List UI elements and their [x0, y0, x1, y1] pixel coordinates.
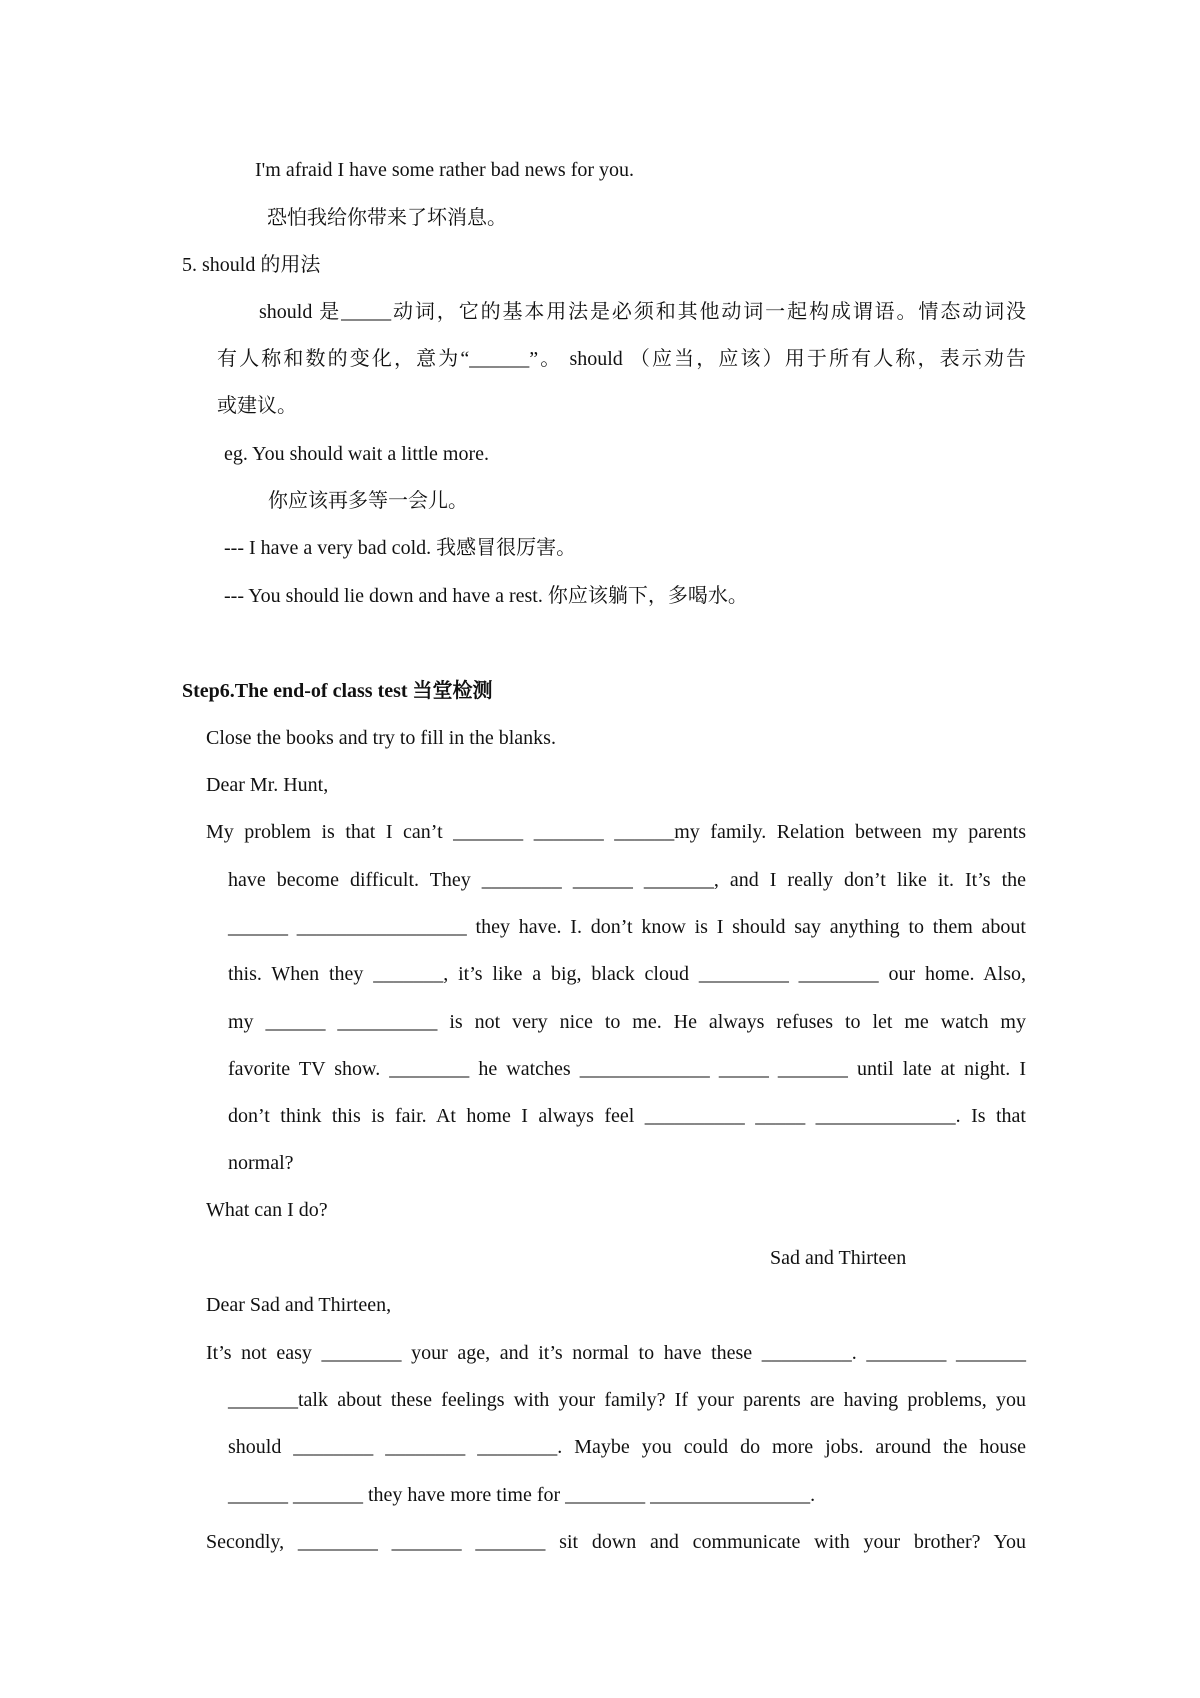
letter-1-line: ______ _________________ they have. I. don’t know is I should say anything to them about — [228, 916, 1026, 938]
example-sentence-zh: 恐怕我给你带来了坏消息。 — [267, 207, 507, 229]
section-5-paragraph-line-1: should 是_____动词，它的基本用法是必须和其他动词一起构成谓语。情态动词没 — [259, 301, 1026, 323]
letter-1-line: my ______ __________ is not very nice to me. He always refuses to let me watch my — [228, 1011, 1026, 1033]
letter-1-line: this. When they _______, it’s like a big, black cloud _________ ________ our home. Also, — [228, 963, 1026, 985]
letter-2-line: It’s not easy ________ your age, and it’s normal to have these _________. ________ _______ — [206, 1342, 1026, 1364]
section-5-example-zh: 你应该再多等一会儿。 — [268, 490, 468, 512]
section-5-paragraph-line-3: 或建议。 — [217, 395, 297, 417]
section-5-dialog-line-2: --- You should lie down and have a rest. 你应该躺下，多喝水。 — [224, 585, 748, 607]
section-5-heading: 5. should 的用法 — [182, 254, 321, 276]
section-5-example-en: eg. You should wait a little more. — [224, 443, 489, 465]
step-6-heading: Step6.The end-of class test 当堂检测 — [182, 680, 493, 702]
letter-2-greeting: Dear Sad and Thirteen, — [206, 1294, 392, 1316]
letter-1-line: don’t think this is fair. At home I always feel __________ _____ ______________. Is that — [228, 1105, 1026, 1127]
section-5-dialog-line-1: --- I have a very bad cold. 我感冒很厉害。 — [224, 537, 577, 559]
letter-1-question: What can I do? — [206, 1199, 328, 1221]
letter-2-line: Secondly, ________ _______ _______ sit down and communicate with your brother? You — [206, 1531, 1026, 1553]
letter-1-signature: Sad and Thirteen — [770, 1247, 907, 1269]
step-6-instruction: Close the books and try to fill in the blanks. — [206, 727, 556, 749]
letter-2-line: ______ _______ they have more time for ________ ________________. — [228, 1484, 816, 1506]
letter-1-greeting: Dear Mr. Hunt, — [206, 774, 329, 796]
letter-2-line: should ________ ________ ________. Maybe you could do more jobs. around the house — [228, 1436, 1026, 1458]
letter-1-line: normal? — [228, 1152, 294, 1174]
letter-1-line: My problem is that I can’t _______ _______ ______my family. Relation between my parents — [206, 821, 1026, 843]
section-5-paragraph-line-2: 有人称和数的变化，意为“______”。 should （应当，应该）用于所有人称，表示劝告 — [217, 348, 1026, 370]
example-sentence-en: I'm afraid I have some rather bad news for you. — [255, 159, 635, 181]
letter-1-line: favorite TV show. ________ he watches _____________ _____ _______ until late at night. I — [228, 1058, 1026, 1080]
letter-1-line: have become difficult. They ________ ______ _______, and I really don’t like it. It’s the — [228, 869, 1026, 891]
letter-2-line: _______talk about these feelings with your family? If your parents are having problems, you — [228, 1389, 1026, 1411]
